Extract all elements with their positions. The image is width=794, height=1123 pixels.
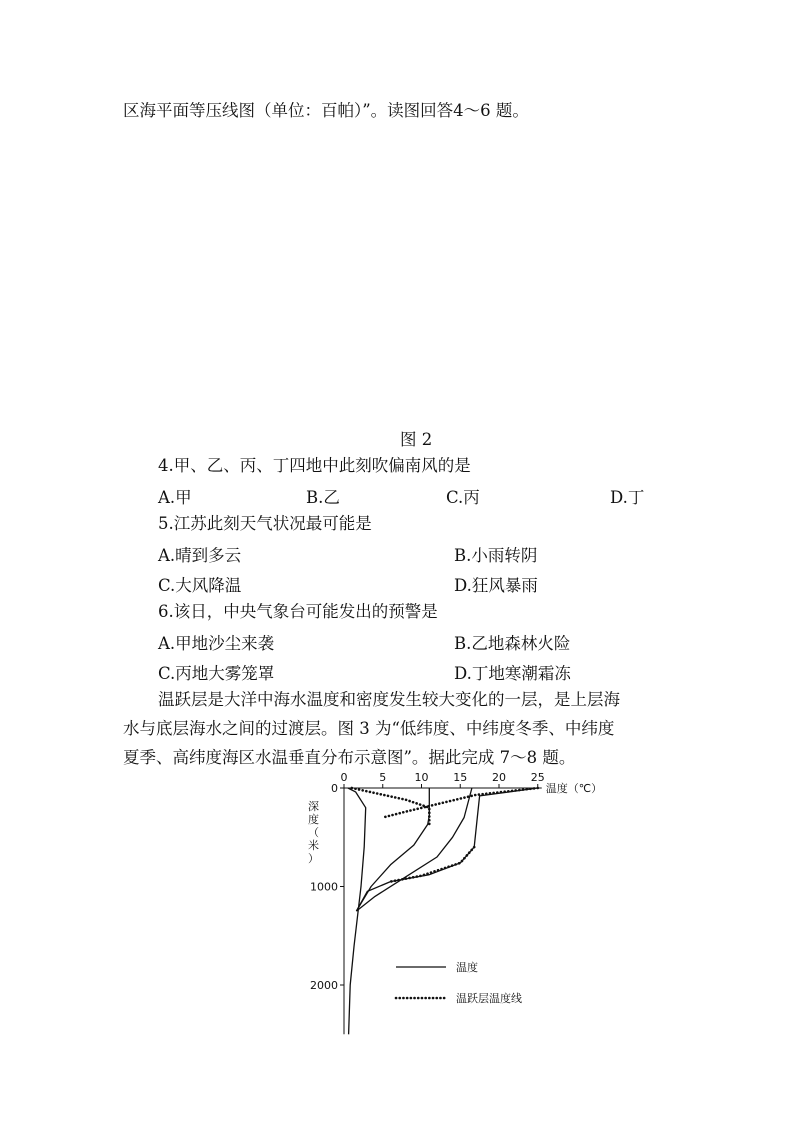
y-tick-label: 0	[331, 782, 338, 795]
temperature-curve-3	[356, 788, 537, 911]
q5-option-b[interactable]: B.小雨转阴	[454, 546, 538, 565]
question-5-stem: 5.江苏此刻天气状况最可能是	[158, 514, 372, 533]
paragraph-line-1: 温跃层是大洋中海水温度和密度发生较大变化的一层，是上层海	[158, 690, 620, 709]
temperature-curve-2	[356, 788, 472, 911]
x-axis-unit-label: 温度（℃）	[545, 782, 603, 795]
x-tick-label: 10	[414, 771, 429, 784]
figure2-caption: 图 2	[400, 430, 433, 449]
x-tick-label: 15	[453, 771, 468, 784]
paragraph-line-3: 夏季、高纬度海区水温垂直分布示意图”。据此完成 7～8 题。	[123, 748, 576, 767]
y-tick-label: 1000	[310, 880, 338, 894]
top-line: 区海平面等压线图（单位：百帕）”。读图回答4～6 题。	[123, 101, 529, 120]
q4-option-b[interactable]: B.乙	[306, 488, 340, 507]
y-tick-label: 2000	[310, 979, 338, 992]
x-tick-label: 0	[340, 771, 348, 784]
x-tick-label: 5	[379, 771, 387, 784]
y-axis-label: 深度（米）	[308, 800, 319, 865]
q6-option-a[interactable]: A.甲地沙尘来袭	[158, 634, 275, 653]
q5-option-d[interactable]: D.狂风暴雨	[454, 576, 538, 595]
q6-option-d[interactable]: D.丁地寒潮霜冻	[454, 664, 571, 683]
q6-option-c[interactable]: C.丙地大雾笼罩	[158, 664, 275, 683]
q4-option-c[interactable]: C.丙	[446, 488, 480, 507]
legend-label: 温度	[456, 961, 478, 974]
thermocline-line-4	[352, 788, 430, 824]
legend-label: 温跃层温度线	[456, 992, 522, 1005]
q5-option-a[interactable]: A.晴到多云	[158, 546, 242, 565]
q4-option-a[interactable]: A.甲	[158, 488, 192, 507]
water-temperature-chart	[298, 768, 608, 1036]
paragraph-line-2: 水与底层海水之间的过渡层。图 3 为“低纬度、中纬度冬季、中纬度	[123, 719, 615, 738]
q6-option-b[interactable]: B.乙地森林火险	[454, 634, 571, 653]
x-tick-label: 25	[530, 771, 545, 784]
question-6-stem: 6.该日，中央气象台可能发出的预警是	[158, 602, 438, 621]
chart-legend	[396, 960, 522, 1005]
q5-option-c[interactable]: C.大风降温	[158, 576, 242, 595]
thermocline-line-6	[391, 847, 475, 882]
x-tick-label: 20	[492, 771, 506, 784]
question-4-stem: 4.甲、乙、丙、丁四地中此刻吹偏南风的是	[158, 456, 471, 475]
q4-option-d[interactable]: D.丁	[610, 488, 645, 507]
thermocline-line-5	[383, 788, 538, 818]
